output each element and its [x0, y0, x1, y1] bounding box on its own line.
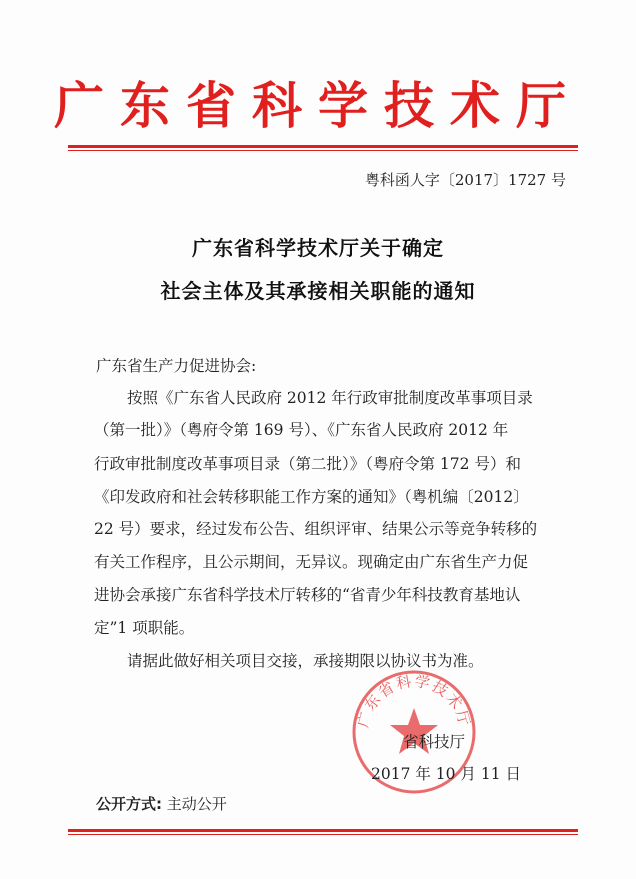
footer-red-rule-thick: [68, 829, 578, 832]
seal-ring-text: 广东省科学技术厅: [353, 672, 475, 730]
masthead-org-name: 广东省科学技术厅: [54, 76, 582, 135]
disclosure-line: [96, 794, 227, 814]
body-line: 有关工作程序，且公示期间，无异议。现确定由广东省生产力促: [94, 553, 529, 571]
body-line: 行政审批制度改革事项目录（第二批）》（粤府令第 172 号）和: [94, 455, 521, 473]
document-title-line-1: 广东省科学技术厅关于确定: [192, 236, 444, 260]
salutation: 广东省生产力促进协会:: [96, 357, 257, 375]
masthead-red-rule-thin: [68, 150, 578, 151]
document-title-line-2: 社会主体及其承接相关职能的通知: [160, 279, 476, 303]
disclosure-label: 公开方式:: [96, 795, 162, 813]
body-line: 《印发政府和社会转移职能工作方案的通知》（粤机编〔2012〕: [94, 488, 529, 506]
disclosure-value: 主动公开: [166, 795, 227, 813]
body-line: 按照《广东省人民政府 2012 年行政审批制度改革事项目录: [127, 389, 533, 407]
signature-org: 省科技厅: [403, 733, 466, 751]
body-line: 定”1 项职能。: [94, 619, 195, 637]
body-line: 进协会承接广东省科学技术厅转移的“省青少年科技教育基地认: [94, 586, 521, 604]
body-line: （第一批）》（粤府令第 169 号）、《广东省人民政府 2012 年: [94, 421, 509, 439]
footer-red-rule-thin: [68, 834, 578, 835]
body-line: 请据此做好相关项目交接，承接期限以协议书为准。: [127, 652, 484, 670]
signature-date: 2017 年 10 月 11 日: [371, 765, 522, 783]
body-line: 22 号）要求，经过发布公告、组织评审、结果公示等竞争转移的: [94, 520, 538, 538]
document-number: 粤科函人字〔2017〕1727 号: [364, 171, 566, 189]
masthead-red-rule-thick: [68, 145, 578, 148]
